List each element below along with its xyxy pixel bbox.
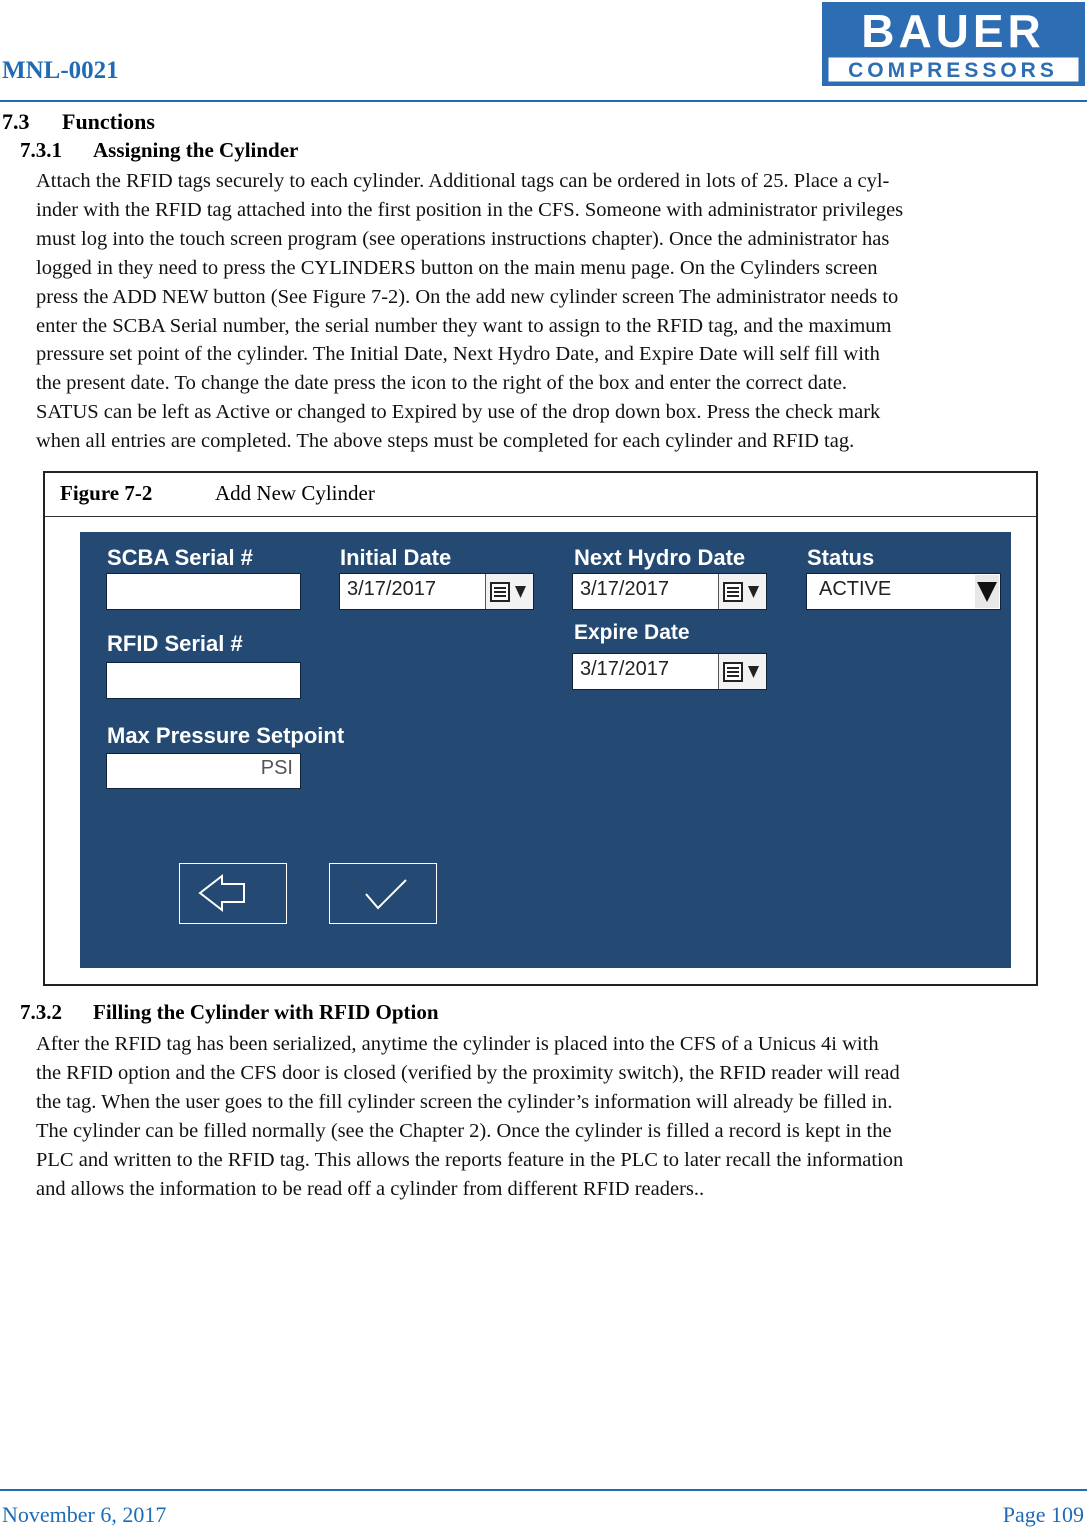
paragraph-line: the present date. To change the date press the icon to the right of the box and enter the correct date. — [36, 372, 848, 395]
paragraph-line: must log into the touch screen program (see operations instructions chapter). Once the administrator has — [36, 227, 890, 250]
paragraph-line: logged in they need to press the CYLINDERS button on the main menu page. On the Cylinders screen — [36, 256, 878, 279]
expire-date-field[interactable] — [572, 653, 767, 690]
max-pressure-input[interactable] — [106, 753, 301, 789]
filling-paragraph — [36, 1030, 1080, 1203]
rfid-serial-input[interactable] — [106, 662, 301, 699]
dropdown-arrow-icon[interactable] — [975, 575, 999, 608]
paragraph-line: the tag. When the user goes to the fill cylinder screen the cylinder’s information will already be filled in. — [36, 1090, 893, 1113]
next-hydro-date-field[interactable] — [572, 573, 767, 610]
expire-date-value: 3/17/2017 — [580, 658, 669, 680]
scba-serial-label: SCBA Serial # — [107, 545, 253, 570]
paragraph-line: when all entries are completed. The above steps must be completed for each cylinder and RFID tag. — [36, 430, 855, 453]
next-hydro-date-label: Next Hydro Date — [574, 545, 746, 570]
figure-caption — [45, 473, 1036, 517]
subsection-title: Filling the Cylinder with RFID Option — [93, 1000, 439, 1024]
back-button[interactable] — [179, 863, 287, 924]
paragraph-line: After the RFID tag has been serialized, anytime the cylinder is placed into the CFS of a Unicus 4i with — [36, 1033, 879, 1055]
paragraph-line: pressure set point of the cylinder. The Initial Date, Next Hydro Date, and Expire Date will self fill with — [36, 343, 880, 366]
footer-rule — [0, 1489, 1087, 1491]
subsection-heading-filling — [20, 1000, 439, 1025]
confirm-checkmark-button[interactable] — [329, 863, 437, 924]
expire-date-picker-button[interactable] — [718, 654, 766, 689]
paragraph-line: and allows the information to be read off a cylinder from different RFID readers.. — [36, 1177, 705, 1200]
psi-unit: PSI — [260, 757, 293, 779]
max-pressure-label: Max Pressure Setpoint — [107, 723, 345, 748]
bauer-logo — [822, 2, 1085, 86]
subsection-title: Assigning the Cylinder — [93, 138, 299, 162]
initial-date-field[interactable] — [339, 573, 534, 610]
rfid-serial-label: RFID Serial # — [107, 631, 243, 656]
figure-title: Add New Cylinder — [215, 481, 375, 505]
paragraph-line: the RFID option and the CFS door is closed (verified by the proximity switch), the RFID reader will read — [36, 1061, 900, 1084]
initial-date-label: Initial Date — [340, 545, 452, 570]
footer-page-number: Page 109 — [1002, 1502, 1084, 1527]
section-number: 7.3 — [2, 109, 30, 134]
add-new-cylinder-screen — [80, 532, 1011, 968]
footer-date: November 6, 2017 — [2, 1502, 167, 1527]
next-hydro-date-value: 3/17/2017 — [580, 578, 669, 600]
paragraph-line: PLC and written to the RFID tag. This allows the reports feature in the PLC to later recall the information — [36, 1148, 904, 1171]
scba-serial-input[interactable] — [106, 573, 301, 610]
section-title: Functions — [62, 109, 155, 134]
expire-date-label: Expire Date — [574, 621, 690, 644]
subsection-number: 7.3.1 — [20, 138, 62, 162]
calendar-dropdown-icon — [486, 574, 532, 609]
status-label: Status — [807, 545, 875, 570]
paragraph-line: inder with the RFID tag attached into the first position in the CFS. Someone with administrator privileges — [36, 198, 904, 221]
initial-date-value: 3/17/2017 — [347, 578, 436, 600]
logo-text-bauer: BAUER — [861, 5, 1045, 57]
paragraph-line: SATUS can be left as Active or changed to Expired by use of the drop down box. Press the check mark — [36, 401, 881, 424]
header-rule — [0, 100, 1087, 102]
paragraph-line: The cylinder can be filled normally (see the Chapter 2). Once the cylinder is filled a record is kept in the — [36, 1119, 892, 1142]
subsection-heading-assigning — [20, 138, 298, 163]
calendar-dropdown-icon — [719, 654, 765, 689]
logo-text-compressors: COMPRESSORS — [848, 59, 1058, 82]
section-heading — [2, 109, 155, 135]
next-hydro-date-picker-button[interactable] — [718, 574, 766, 609]
back-arrow-icon — [180, 864, 285, 922]
paragraph-line: enter the SCBA Serial number, the serial number they want to assign to the RFID tag, and the maximum — [36, 314, 892, 337]
subsection-number: 7.3.2 — [20, 1000, 62, 1024]
figure-label: Figure 7-2 — [60, 481, 153, 505]
assigning-paragraph — [36, 167, 1080, 456]
paragraph-line: Attach the RFID tags securely to each cylinder. Additional tags can be ordered in lots of 25. Place a cyl- — [36, 170, 890, 192]
calendar-dropdown-icon — [719, 574, 765, 609]
initial-date-picker-button[interactable] — [485, 574, 533, 609]
figure-7-2 — [43, 471, 1038, 986]
paragraph-line: press the ADD NEW button (See Figure 7-2). On the add new cylinder screen The administrator needs to — [36, 285, 899, 308]
checkmark-icon — [330, 864, 435, 922]
status-dropdown[interactable] — [806, 573, 1001, 610]
document-id: MNL-0021 — [2, 57, 119, 84]
status-value: ACTIVE — [819, 578, 892, 600]
